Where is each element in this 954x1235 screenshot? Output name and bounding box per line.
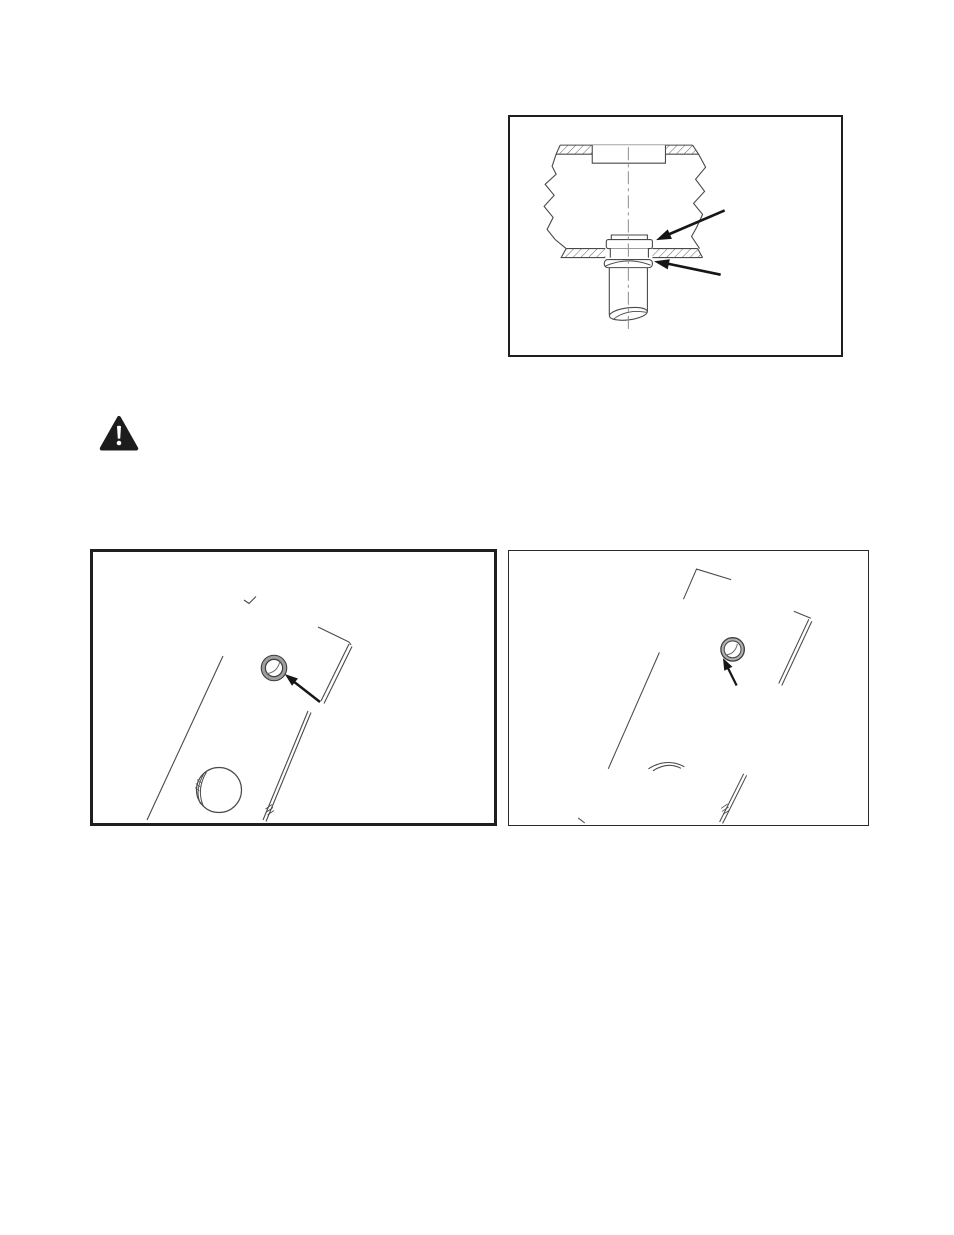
callout-arrow-icon bbox=[724, 659, 737, 685]
arm-bushing-installed-drawing bbox=[93, 552, 494, 823]
figure-box-spindle-section bbox=[508, 115, 843, 357]
callout-arrow-icon bbox=[655, 260, 720, 275]
bracket-line-art bbox=[578, 569, 812, 823]
spindle-section-drawing bbox=[510, 117, 841, 355]
callout-arrow-icon bbox=[286, 675, 320, 702]
flange-bushing bbox=[606, 235, 652, 258]
bushing-hole-ring bbox=[721, 638, 744, 661]
arm-bushing-hole-drawing bbox=[509, 551, 868, 825]
warning-triangle-graphic bbox=[99, 415, 139, 452]
warning-triangle-icon bbox=[99, 415, 139, 452]
callout-arrow-icon bbox=[657, 210, 724, 239]
pivot-hole bbox=[195, 768, 242, 813]
figure-box-arm-bushing-hole bbox=[508, 550, 869, 826]
lever-arm-line-art bbox=[147, 597, 352, 822]
exclamation-dot bbox=[117, 441, 122, 446]
figure-box-arm-bushing-installed bbox=[90, 549, 497, 826]
bushing-ring bbox=[261, 655, 286, 680]
